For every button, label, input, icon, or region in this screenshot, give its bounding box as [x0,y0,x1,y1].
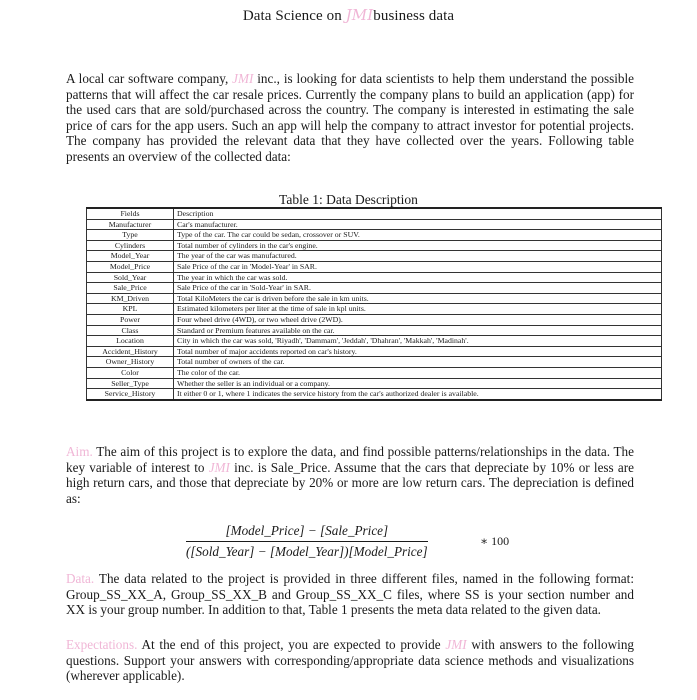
title-suffix: business data [373,8,455,24]
formula-multiplier: ∗ 100 [480,534,510,548]
field-description-cell: Four wheel drive (4WD), or two wheel drive (2WD). [174,314,662,325]
formula-fraction [186,523,428,560]
field-description-cell: It either 0 or 1, where 1 indicates the service history from the car's authorized dealer is available. [174,389,662,400]
table-row [87,283,662,294]
field-description-cell: Car's manufacturer. [174,219,662,230]
page-title [0,6,697,25]
field-description-cell: City in which the car was sold, 'Riyadh', 'Dammam', 'Jeddah', 'Dhahran', 'Makkah', 'Madinah'. [174,336,662,347]
table-row [87,314,662,325]
table-row [87,219,662,230]
expectations-brand-logo: JMI [445,637,467,652]
intro-paragraph [66,71,634,165]
field-name-cell: Cylinders [87,240,174,251]
field-name-cell: Service_History [87,389,174,400]
aim-lead: Aim. [66,444,93,459]
table-row [87,304,662,315]
formula-numerator: [Model_Price] − [Sale_Price] [225,523,389,538]
title-prefix: Data Science on [242,8,342,24]
table-row [87,336,662,347]
field-name-cell: Owner_History [87,357,174,368]
field-name-cell: Model_Year [87,251,174,262]
table-header-row [87,208,662,219]
field-description-cell: Whether the seller is an individual or a company. [174,378,662,389]
table-row [87,230,662,241]
field-name-cell: Model_Price [87,261,174,272]
field-description-cell: The year in which the car was sold. [174,272,662,283]
table-row [87,293,662,304]
field-description-cell: Sale Price of the car in 'Model-Year' in SAR. [174,261,662,272]
field-name-cell: Accident_History [87,346,174,357]
depreciation-formula [186,523,516,560]
table-row [87,357,662,368]
table-row [87,367,662,378]
table-row [87,346,662,357]
expectations-paragraph [66,637,634,684]
field-description-cell: Total number of cylinders in the car's engine. [174,240,662,251]
table-row [87,251,662,262]
aim-before: The aim of this project is to explore the data, and find possible patterns/relationships in the data. The key variable of interest to [66,444,634,475]
table-caption: Table 1: Data Description [279,192,418,207]
expectations-after: with answers to the following questions. Support your answers with corresponding/appropriate data science methods and visualizations (wherever applicable). [66,637,635,684]
field-name-cell: Power [87,314,174,325]
table-row [87,389,662,400]
field-name-cell: Manufacturer [87,219,174,230]
data-lead: Data. [66,571,95,586]
intro-before: A local car software company, [66,71,229,86]
field-name-cell: Sold_Year [87,272,174,283]
field-description-cell: Total number of owners of the car. [174,357,662,368]
field-name-cell: KPL [87,304,174,315]
expectations-lead: Expectations. [66,637,138,652]
table-row [87,272,662,283]
field-name-cell: Type [87,230,174,241]
field-name-cell: Class [87,325,174,336]
field-description-cell: The year of the car was manufactured. [174,251,662,262]
field-description-cell: Sale Price of the car in 'Sold-Year' in SAR. [174,283,662,294]
field-description-cell: Total number of major accidents reported on car's history. [174,346,662,357]
expectations-before: At the end of this project, you are expected to provide [137,637,441,652]
formula-denominator: ([Sold_Year] − [Model_Year])[Model_Price] [186,544,428,559]
field-name-cell: Color [87,367,174,378]
field-description-cell: Estimated kilometers per liter at the time of sale in kpl units. [174,304,662,315]
table-row [87,240,662,251]
intro-brand-logo: JMI [232,71,254,86]
field-name-cell: Location [87,336,174,347]
table-row [87,378,662,389]
field-description-cell: Total KiloMeters the car is driven before the sale in km units. [174,293,662,304]
table-row [87,261,662,272]
data-paragraph [66,571,634,618]
field-description-cell: Type of the car. The car could be sedan, crossover or SUV. [174,230,662,241]
header-description: Description [174,208,662,219]
header-field: Fields [87,208,174,219]
data-text: The data related to the project is provided in three different files, named in the following format: Group_SS_XX_A, Group_SS_XX_B and Group_SS_XX_C files, where SS is your section number and XX is your group number. In addition to that, Table 1 presents the meta data related to the given data. [66,571,634,618]
field-name-cell: Sale_Price [87,283,174,294]
field-description-cell: Standard or Premium features available on the car. [174,325,662,336]
field-name-cell: KM_Driven [87,293,174,304]
aim-paragraph [66,444,634,506]
intro-after: inc., is looking for data scientists to help them understand the possible patterns that will affect the car resale prices. Currently the company plans to build an application (app) for the used cars that are sold/purchased across the country. The company is interested in estimating the sale price of cars for the app users. Such an app will help the company to attract investor for potential projects. The company has provided the relevant data that they have collected over the years. Following table presents an overview of the collected data: [66,71,635,164]
field-description-cell: The color of the car. [174,367,662,378]
data-description-table [86,207,662,401]
aim-brand-logo: JMI [208,459,230,475]
field-name-cell: Seller_Type [87,378,174,389]
title-brand-logo: JMI [345,6,374,24]
table-row [87,325,662,336]
aim-after: inc. is Sale_Price. Assume that the cars that depreciate by 10% or less are high return cars, and those that depreciate by 20% or more are low return cars. The depreciation is defined as: [66,459,635,506]
